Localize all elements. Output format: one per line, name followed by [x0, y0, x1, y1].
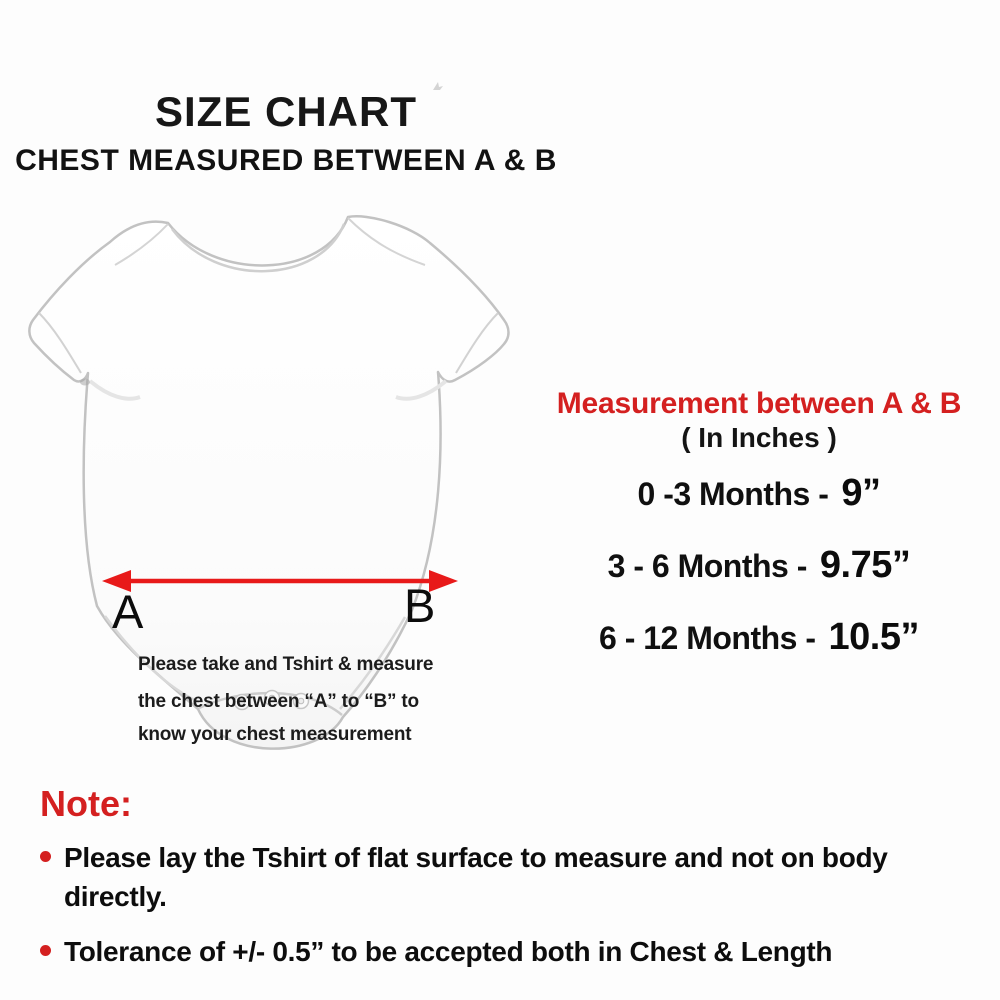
measurement-panel: [528, 388, 990, 659]
measurement-heading: Measurement between A & B: [556, 387, 962, 420]
size-row: [528, 544, 990, 587]
point-a-label: A: [112, 585, 144, 638]
bullet-icon: [40, 851, 51, 862]
onesie-diagram: [18, 196, 520, 778]
instruction-line: Please take and Tshirt & measure: [138, 654, 434, 675]
size-row-value: 10.5”: [828, 615, 919, 658]
page-title: SIZE CHART: [155, 88, 417, 135]
size-row-label: 0 -3 Months -: [637, 475, 829, 512]
left-cuff-fold: [80, 379, 90, 386]
size-row-value: 9”: [841, 471, 881, 514]
note-item: [40, 932, 992, 971]
size-row-label: 3 - 6 Months -: [607, 547, 807, 584]
instruction-line: the chest between “A” to “B” to: [138, 691, 419, 712]
cursor-smudge-artifact: [430, 79, 444, 93]
note-item-text: Tolerance of +/- 0.5” to be accepted both in Chest & Length: [64, 936, 833, 968]
note-item-text: Please lay the Tshirt of flat surface to measure and not on body directly.: [64, 842, 888, 913]
size-row-value: 9.75”: [819, 543, 911, 586]
note-item: [40, 838, 992, 916]
measure-instruction: [138, 648, 468, 751]
point-b-label: B: [404, 579, 436, 632]
note-heading: Note:: [40, 783, 132, 824]
instruction-line: know your chest measurement: [138, 724, 412, 745]
size-row: [528, 616, 990, 659]
bullet-icon: [40, 945, 51, 956]
header: [0, 90, 572, 176]
page-subtitle: CHEST MEASURED BETWEEN A & B: [15, 144, 557, 178]
size-row-label: 6 - 12 Months -: [599, 619, 816, 656]
measurement-unit-note: ( In Inches ): [681, 421, 837, 453]
note-section: [40, 783, 992, 972]
smudge-icon: [430, 79, 444, 93]
size-row: [528, 472, 990, 515]
